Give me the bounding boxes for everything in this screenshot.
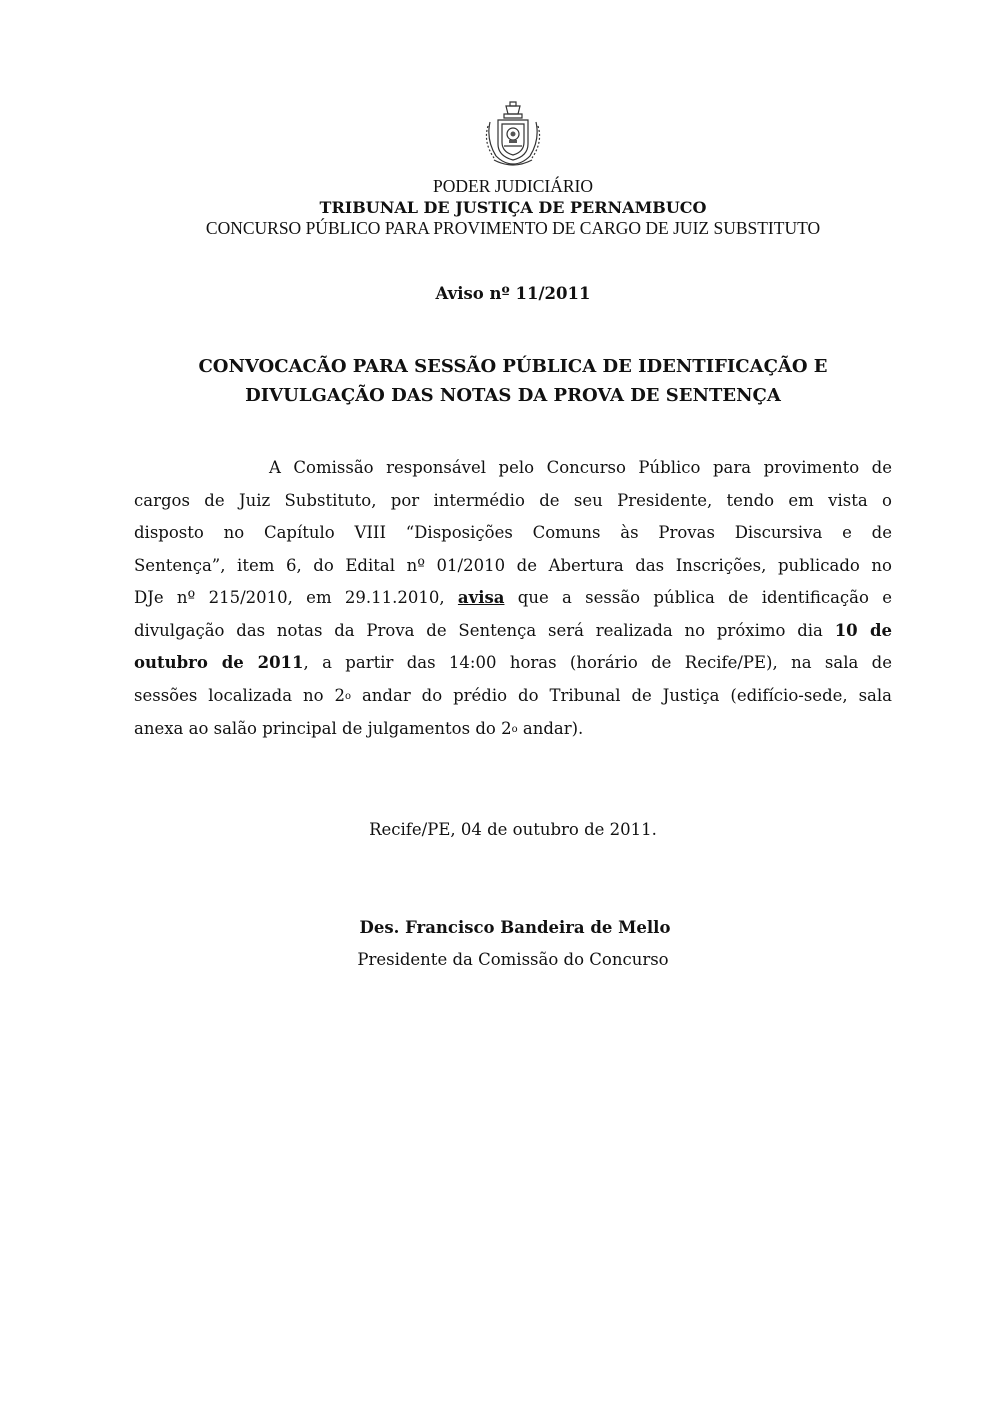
body-text: sessões localizada no 2 xyxy=(134,685,345,705)
body-line xyxy=(134,582,892,615)
ordinal-marker: o xyxy=(511,724,518,735)
notice-title-line-2: DIVULGAÇÃO DAS NOTAS DA PROVA DE SENTENÇA xyxy=(245,385,781,406)
body-line xyxy=(134,615,892,648)
body-text: andar). xyxy=(522,719,584,738)
notice-title xyxy=(150,352,876,410)
notice-body xyxy=(134,452,892,747)
coat-of-arms-seal-icon xyxy=(482,100,544,168)
court-name: TRIBUNAL DE JUSTIÇA DE PERNAMBUCO xyxy=(319,198,707,217)
body-line xyxy=(134,713,892,747)
body-text: DJe nº 215/2010, em 29.11.2010, xyxy=(134,588,445,607)
contest-name: CONCURSO PÚBLICO PARA PROVIMENTO DE CARGO DE JUIZ SUBSTITUTO xyxy=(205,218,821,238)
session-date-part-1: 10 de xyxy=(834,620,892,640)
body-line: disposto no Capítulo VIII “Disposições Comuns às Provas Discursiva e de xyxy=(134,523,892,542)
institution-line: PODER JUDICIÁRIO xyxy=(433,176,593,196)
body-text: , a partir das 14:00 horas (horário de Recife/PE), na sala de xyxy=(303,653,892,672)
ordinal-marker: o xyxy=(344,690,352,702)
body-text: divulgação das notas da Prova de Sentença será realizada no próximo dia xyxy=(134,620,823,640)
body-line: cargos de Juiz Substituto, por intermédio de seu Presidente, tendo em vista o xyxy=(134,490,892,510)
place-and-date: Recife/PE, 04 de outubro de 2011. xyxy=(369,820,657,839)
body-line xyxy=(134,680,892,714)
signer-name: Des. Francisco Bandeira de Mello xyxy=(359,918,671,937)
body-text: que a sessão pública de identificação e xyxy=(517,588,893,607)
body-text: andar do prédio do Tribunal de Justiça (edifício-sede, sala xyxy=(361,685,892,705)
body-line: A Comissão responsável pelo Concurso Público para provimento de xyxy=(269,458,892,477)
session-date-part-2: outubro de 2011 xyxy=(134,653,304,672)
body-line: Sentença”, item 6, do Edital nº 01/2010 de Abertura das Inscrições, publicado no xyxy=(134,555,892,575)
avisa-emphasis: avisa xyxy=(457,588,505,607)
notice-title-line-1: CONVOCACÃO PARA SESSÃO PÚBLICA DE IDENTIFICAÇÃO E xyxy=(198,356,828,377)
body-line xyxy=(134,647,892,680)
signer-role: Presidente da Comissão do Concurso xyxy=(357,950,669,969)
notice-number: Aviso nº 11/2011 xyxy=(435,284,591,303)
body-text: anexa ao salão principal de julgamentos do 2 xyxy=(134,719,512,738)
